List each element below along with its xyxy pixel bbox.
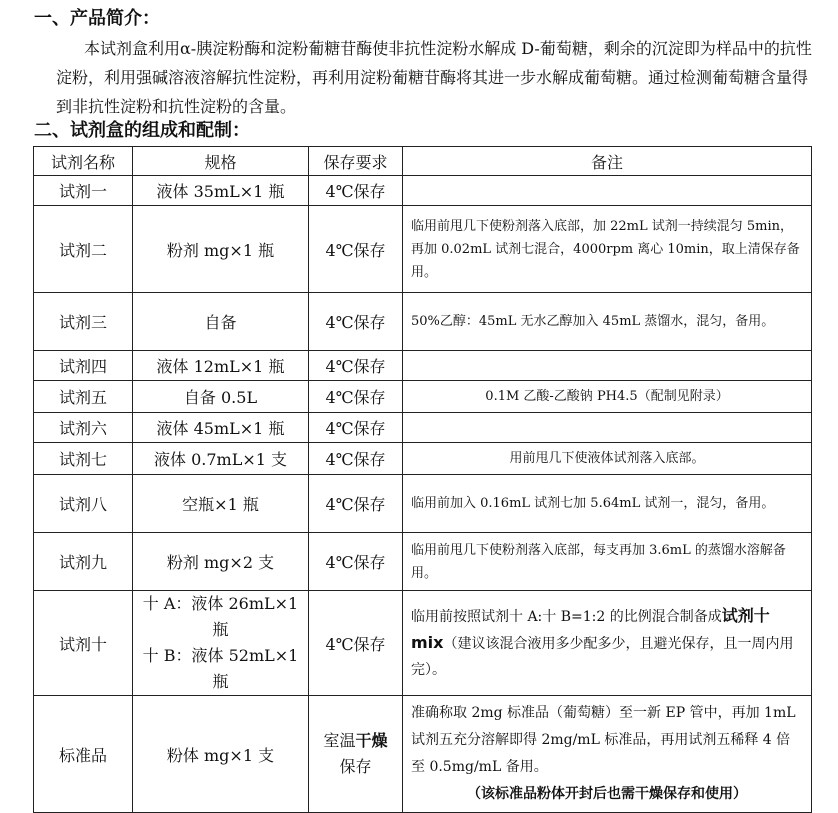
reagent-note (403, 696, 812, 813)
reagent-storage: 4℃保存 (309, 475, 403, 533)
reagent-storage: 4℃保存 (309, 293, 403, 351)
reagent-spec: 粉体 mg×1 支 (133, 696, 309, 813)
note-text-bold: （该标准品粉体开封后也需干燥保存和使用） (467, 786, 747, 802)
header-spec: 规格 (133, 147, 309, 176)
reagent-note: 临用前甩几下使粉剂落入底部，加 22mL 试剂一持续混匀 5min，再加 0.02mL 试剂七混合，4000rpm 离心 10min，取上清保存备用。 (403, 206, 812, 293)
reagent-note: 用前甩几下使液体试剂落入底部。 (403, 443, 812, 475)
storage-pre: 室温 (323, 731, 356, 750)
table-row (34, 381, 812, 413)
reagent-name: 试剂五 (34, 381, 133, 413)
reagent-spec-a: 十 A：液体 26mL×1 瓶 (142, 594, 299, 639)
section-heading-composition: 二、试剂盒的组成和配制： (34, 120, 250, 141)
storage-post: 保存 (339, 757, 372, 776)
table-row (34, 475, 812, 533)
table-header-row (34, 147, 812, 176)
reagent-spec: 液体 12mL×1 瓶 (133, 351, 309, 381)
reagent-name: 试剂六 (34, 413, 133, 443)
intro-paragraph-block (56, 34, 816, 121)
reagent-name: 试剂一 (34, 176, 133, 206)
reagent-spec-b: 十 B：液体 52mL×1 瓶 (142, 646, 299, 691)
reagent-name: 试剂三 (34, 293, 133, 351)
note-text-post: （建议该混合液用多少配多少，且避光保存，且一周内用完）。 (411, 636, 794, 678)
reagent-note (403, 591, 812, 696)
reagent-name: 试剂七 (34, 443, 133, 475)
reagent-spec (133, 591, 309, 696)
section-heading-intro: 一、产品简介： (34, 8, 160, 29)
header-storage: 保存要求 (309, 147, 403, 176)
reagent-note (403, 176, 812, 206)
table-row (34, 176, 812, 206)
reagent-storage: 4℃保存 (309, 443, 403, 475)
table-row (34, 533, 812, 591)
note-text: 准确称取 2mg 标准品（葡萄糖）至一新 EP 管中，再加 1mL 试剂五充分溶解即得 2mg/mL 标准品，再用试剂五稀释 4 倍至 0.5mg/mL 备用。 (411, 705, 796, 775)
header-note: 备注 (403, 147, 812, 176)
storage-bold: 干燥 (355, 731, 388, 750)
reagent-name: 标准品 (34, 696, 133, 813)
table-row (34, 293, 812, 351)
reagent-spec: 空瓶×1 瓶 (133, 475, 309, 533)
reagent-storage: 4℃保存 (309, 206, 403, 293)
note-text-pre: 临用前按照试剂十 A:十 B=1:2 的比例混合制备成 (411, 609, 722, 625)
reagent-storage: 4℃保存 (309, 176, 403, 206)
note-text-bold: 试剂十 mix (411, 606, 770, 652)
reagent-table (33, 146, 812, 813)
reagent-spec: 液体 45mL×1 瓶 (133, 413, 309, 443)
intro-paragraph: 本试剂盒利用α-胰淀粉酶和淀粉葡糖苷酶使非抗性淀粉水解成 D-葡萄糖，剩余的沉淀即为样品中的抗性淀粉，利用强碱溶液溶解抗性淀粉，再利用淀粉葡糖苷酶将其进一步水解成葡萄糖。通过检测葡萄糖含量得到非抗性淀粉和抗性淀粉的含量。 (56, 39, 812, 116)
reagent-spec: 粉剂 mg×2 支 (133, 533, 309, 591)
table-row (34, 413, 812, 443)
reagent-storage: 4℃保存 (309, 381, 403, 413)
reagent-note: 临用前甩几下使粉剂落入底部，每支再加 3.6mL 的蒸馏水溶解备用。 (403, 533, 812, 591)
reagent-storage: 4℃保存 (309, 351, 403, 381)
reagent-note: 50%乙醇：45mL 无水乙醇加入 45mL 蒸馏水，混匀，备用。 (403, 293, 812, 351)
reagent-note (403, 351, 812, 381)
reagent-spec: 液体 35mL×1 瓶 (133, 176, 309, 206)
reagent-spec: 液体 0.7mL×1 支 (133, 443, 309, 475)
reagent-name: 试剂十 (34, 591, 133, 696)
reagent-note: 临用前加入 0.16mL 试剂七加 5.64mL 试剂一，混匀，备用。 (403, 475, 812, 533)
table-row (34, 443, 812, 475)
reagent-storage: 4℃保存 (309, 533, 403, 591)
table-row (34, 591, 812, 696)
reagent-name: 试剂四 (34, 351, 133, 381)
header-name: 试剂名称 (34, 147, 133, 176)
reagent-note (403, 413, 812, 443)
reagent-spec: 自备 (133, 293, 309, 351)
reagent-name: 试剂九 (34, 533, 133, 591)
reagent-spec: 自备 0.5L (133, 381, 309, 413)
reagent-storage (309, 696, 403, 813)
reagent-note: 0.1M 乙酸-乙酸钠 PH4.5（配制见附录） (403, 381, 812, 413)
reagent-name: 试剂八 (34, 475, 133, 533)
table-row (34, 206, 812, 293)
reagent-name: 试剂二 (34, 206, 133, 293)
reagent-storage: 4℃保存 (309, 591, 403, 696)
table-row (34, 351, 812, 381)
reagent-spec: 粉剂 mg×1 瓶 (133, 206, 309, 293)
table-row (34, 696, 812, 813)
reagent-storage: 4℃保存 (309, 413, 403, 443)
